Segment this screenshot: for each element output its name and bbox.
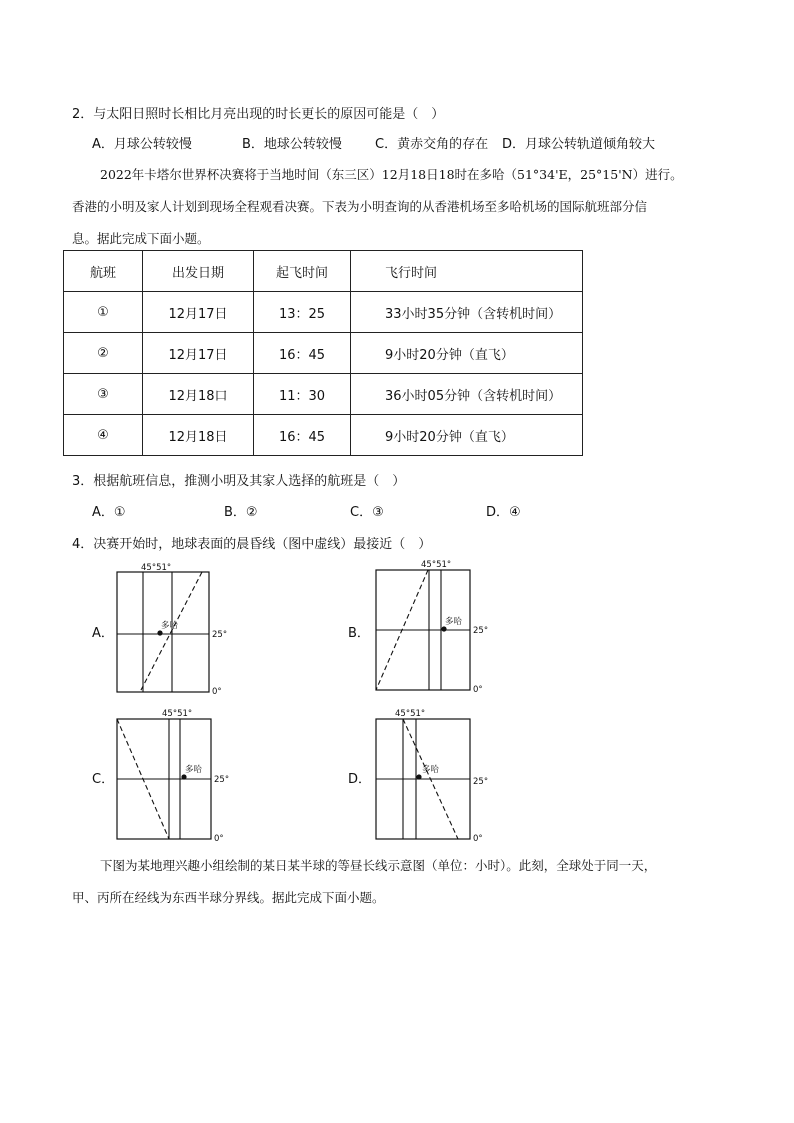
lat0-label: 0° — [473, 834, 483, 844]
q3-stem: 3．根据航班信息，推测小明及其家人选择的航班是（ ） — [72, 474, 406, 489]
q2-option-d[interactable]: D．月球公转轨道倾角较大 — [502, 137, 656, 152]
q2-options — [92, 133, 655, 152]
lat25-label: 25° — [214, 775, 230, 785]
flight-table — [63, 250, 583, 456]
intro-line-3: 息。据此完成下面小题。 — [72, 231, 210, 246]
doha-label: 多哈 — [445, 617, 463, 627]
intro-line-1: 2022年卡塔尔世界杯决赛将于当地时间（东三区）12月18日18时在多哈（51°34'E，25°15'N）进行。 — [100, 167, 683, 182]
intro-line-2: 香港的小明及家人计划到现场全程观看决赛。下表为小明查询的从香港机场至多哈机场的国际航班部分信 — [72, 199, 648, 214]
cell-departure: 16：45 — [254, 415, 351, 456]
q3-option-c[interactable]: C．③ — [350, 505, 384, 520]
cell-departure: 13：25 — [254, 292, 351, 333]
outro-line-1: 下图为某地理兴趣小组绘制的某日某半球的等昼长线示意图（单位：小时）。此刻，全球处于同一天， — [100, 858, 657, 873]
lon-label: 45°51° — [421, 560, 452, 570]
cell-duration: 9小时20分钟（直飞） — [351, 333, 583, 374]
cell-flight: ② — [64, 333, 143, 374]
q3-option-d[interactable]: D．④ — [486, 505, 521, 520]
lat0-label: 0° — [214, 834, 224, 844]
lon-label: 45°51° — [395, 709, 426, 719]
header-flight: 航班 — [64, 251, 143, 292]
doha-label: 多哈 — [185, 765, 203, 775]
q4-diagram-c[interactable] — [105, 707, 245, 851]
cell-duration: 33小时35分钟（含转机时间） — [351, 292, 583, 333]
table-row — [64, 292, 583, 333]
q3-options — [92, 501, 521, 520]
cell-date: 12月18日 — [143, 415, 254, 456]
q2-stem: 2．与太阳日照时长相比月亮出现的时长更长的原因可能是（ ） — [72, 107, 445, 122]
lat0-label: 0° — [212, 687, 222, 697]
q4-option-b-label[interactable]: B． — [348, 626, 370, 641]
cell-duration: 36小时05分钟（含转机时间） — [351, 374, 583, 415]
q2-option-a[interactable]: A．月球公转较慢 — [92, 137, 192, 152]
q2-option-c[interactable]: C．黄赤交角的存在 — [375, 137, 489, 152]
cell-departure: 11：30 — [254, 374, 351, 415]
cell-flight: ④ — [64, 415, 143, 456]
doha-label: 多哈 — [161, 621, 179, 631]
table-row — [64, 333, 583, 374]
lat25-label: 25° — [473, 626, 489, 636]
q4-diagram-d[interactable] — [364, 707, 504, 851]
lon-label: 45°51° — [162, 709, 193, 719]
q4-diagram-b[interactable] — [364, 558, 504, 702]
doha-label: 多哈 — [422, 765, 440, 775]
header-departure: 起飞时间 — [254, 251, 351, 292]
table-row — [64, 415, 583, 456]
lat0-label: 0° — [473, 685, 483, 695]
table-header-row — [64, 251, 583, 292]
lat25-label: 25° — [473, 777, 489, 787]
q4-stem: 4．决赛开始时，地球表面的晨昏线（图中虚线）最接近（ ） — [72, 537, 432, 552]
cell-flight: ① — [64, 292, 143, 333]
cell-flight: ③ — [64, 374, 143, 415]
cell-departure: 16：45 — [254, 333, 351, 374]
header-duration: 飞行时间 — [351, 251, 583, 292]
cell-date: 12月17日 — [143, 292, 254, 333]
q2-option-b[interactable]: B．地球公转较慢 — [242, 137, 342, 152]
lat25-label: 25° — [212, 630, 228, 640]
q4-option-a-label[interactable]: A． — [92, 626, 114, 641]
q4-option-d-label[interactable]: D． — [348, 772, 372, 787]
table-row — [64, 374, 583, 415]
q3-option-a[interactable]: A．① — [92, 505, 126, 520]
q3-option-b[interactable]: B．② — [224, 505, 258, 520]
lon-label: 45°51° — [141, 563, 172, 573]
cell-duration: 9小时20分钟（直飞） — [351, 415, 583, 456]
q4-option-c-label[interactable]: C． — [92, 772, 115, 787]
header-date: 出发日期 — [143, 251, 254, 292]
cell-date: 12月17日 — [143, 333, 254, 374]
cell-date: 12月18口 — [143, 374, 254, 415]
outro-line-2: 甲、丙所在经线为东西半球分界线。据此完成下面小题。 — [72, 890, 385, 905]
q4-diagram-a[interactable] — [105, 560, 245, 704]
